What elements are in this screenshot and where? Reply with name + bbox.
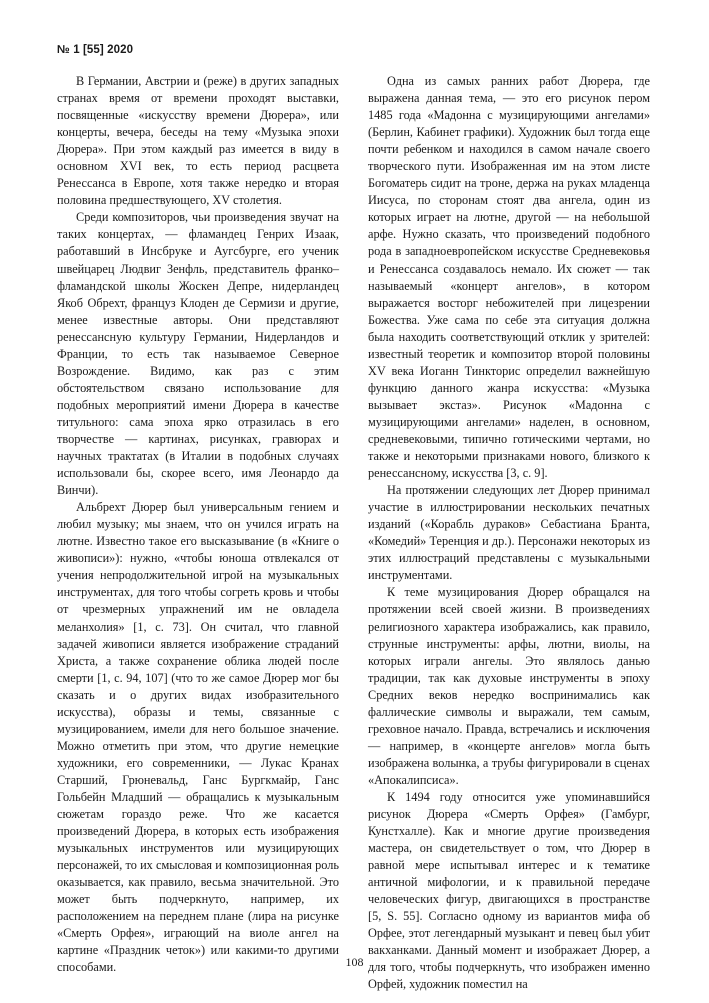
paragraph: К 1494 году относится уже упоминавшийся рисунок Дюрера «Смерть Орфея» (Гамбург, Кунстхалле). Как и многие другие произведения мастера, он свидетельствует о том, что Дюрер в равной мере испытывал интерес и к тематике античной мифологии, и к правильной передаче человеческих фигур, двигающихся в пространстве [5, S. 55]. Согласно одному из вариантов мифа об Орфее, этот легендарный музыкант и певец был убит вакханками. Данный момент и изображает Дюрер, а для того, чтобы подчеркнуть, что изображен именно Орфей, художник поместил на bbox=[368, 789, 650, 992]
paragraph: На протяжении следующих лет Дюрер принимал участие в иллюстрировании нескольких печатных изданий («Корабль дураков» Себастиана Бранта, «Комедий» Теренция и др.). Персонажи некоторых из этих иллюстраций представлены с музыкальными инструментами. bbox=[368, 483, 650, 583]
left-column bbox=[57, 73, 339, 976]
right-column bbox=[368, 73, 650, 994]
paragraph: Среди композиторов, чьи произведения звучат на таких концертах, — фламандец Генрих Изаак, работавший в Инсбруке и Аугсбурге, его ученик швейцарец Людвиг Зенфль, представитель франко–фламандской школы Жоскен Депре, нидерландец Якоб Обрехт, француз Клоден де Сермизи и другие, менее известные авторы. Они представляют ренессансную культуру Германии, Нидерландов и Франции, то есть так называемое Северное Возрождение. Видимо, как раз с этим обстоятельством связано использование для подобных мероприятий имени Дюрера в качестве титульного: сама эпоха ярко отразилась в его творчестве — картинах, рисунках, гравюрах и научных трактатах (в Италии в подобных случаях использовали бы, скорее всего, имя Леонардо да Винчи). bbox=[57, 210, 339, 498]
paragraph: К теме музицирования Дюрер обращался на протяжении всей своей жизни. В произведениях религиозного характера изображались, как правило, струнные инструменты: арфы, лютни, виолы, на которых играли ангелы. Это являлось данью традиции, так как духовые инструменты в эпоху Средних веков нередко воспринимались как фаллические символы и выражали, тем самым, греховное начало. Правда, встречались и исключения — например, в «концерте ангелов» могла быть изображена волынка, а трубы фигурировали в сценах «Апокалипсиса». bbox=[368, 585, 650, 787]
paragraph: В Германии, Австрии и (реже) в других западных странах время от времени проходят выставки, посвященные «искусству времени Дюрера», или концерты, вечера, беседы на тему «Музыка эпохи Дюрера». При этом каждый раз имеется в виду в основном XVI век, то есть период расцвета Ренессанса в Европе, хотя также нередко и вторая половина предшествующего, XV столетия. bbox=[57, 74, 339, 208]
paragraph: Одна из самых ранних работ Дюрера, где выражена данная тема, — это его рисунок пером 1485 года «Мадонна с музицирующими ангелами» (Берлин, Кабинет графики). Художник был тогда еще почти ребенком и находился в самом начале своего творческого пути. Изображенная им на этом листе Богоматерь сидит на троне, держа на руках младенца Иисуса, по сторонам стоят два ангела, один из которых играет на лютне, другой — на небольшой арфе. Нужно сказать, что произведений подобного рода в западноевропейском искусстве Средневековья и Ренессанса создавалось немало. Их сюжет — так называемый «концерт ангелов», в котором выражается восторг небожителей при лицезрении Божества. Уже сама по себе эта ситуация должна была находить соответствующий отклик у зрителей: известный теоретик и композитор второй половины XV века Иоганн Тинкторис определил важнейшую функцию данного жанра искусства: «Музыка вызывает экстаз». Рисунок «Мадонна с музицирующими ангелами» наделен, в основном, средневековыми, типично готическими чертами, но также и некоторыми признаками нового, близкого к ренессансному, искусства [3, с. 9]. bbox=[368, 74, 650, 481]
paragraph: Альбрехт Дюрер был универсальным гением и любил музыку; мы знаем, что он учился играть на лютне. Известно такое его высказывание (в «Книге о живописи»): нужно, «чтобы юноша отвлекался от учения непродолжительной игрой на музыкальных инструментах, для того чтобы согреть кровь и чтобы от чрезмерных упражнений им не овладела меланхолия» [1, с. 73]. Он считал, что главной задачей живописи является изображение страданий Христа, а также сохранение облика людей после смерти [1, с. 94, 107] (что то же самое Дюрер мог бы сказать и о других видах изобразительного искусства), образы и темы, связанные с музицированием, имели для него большое значение. Можно отметить при этом, что другие немецкие художники, его современники, — Лукас Кранах Старший, Грюневальд, Ганс Бургкмайр, Ганс Гольбейн Младший — обращались к музыкальным сюжетам гораздо реже. Что же касается произведений Дюрера, в которых есть изображения музыкальных инструментов или музицирующих персонажей, то их смысловая и композиционная роль оказывается, как правило, весьма значительной. Это может быть подчеркнуто, например, их расположением на переднем плане (лира на рисунке «Смерть Орфея», играющий на виоле ангел на картине «Праздник четок») или какими-то другими способами. bbox=[57, 500, 339, 975]
issue-number: № 1 [55] 2020 bbox=[57, 44, 134, 56]
page-number: 108 bbox=[345, 955, 364, 969]
